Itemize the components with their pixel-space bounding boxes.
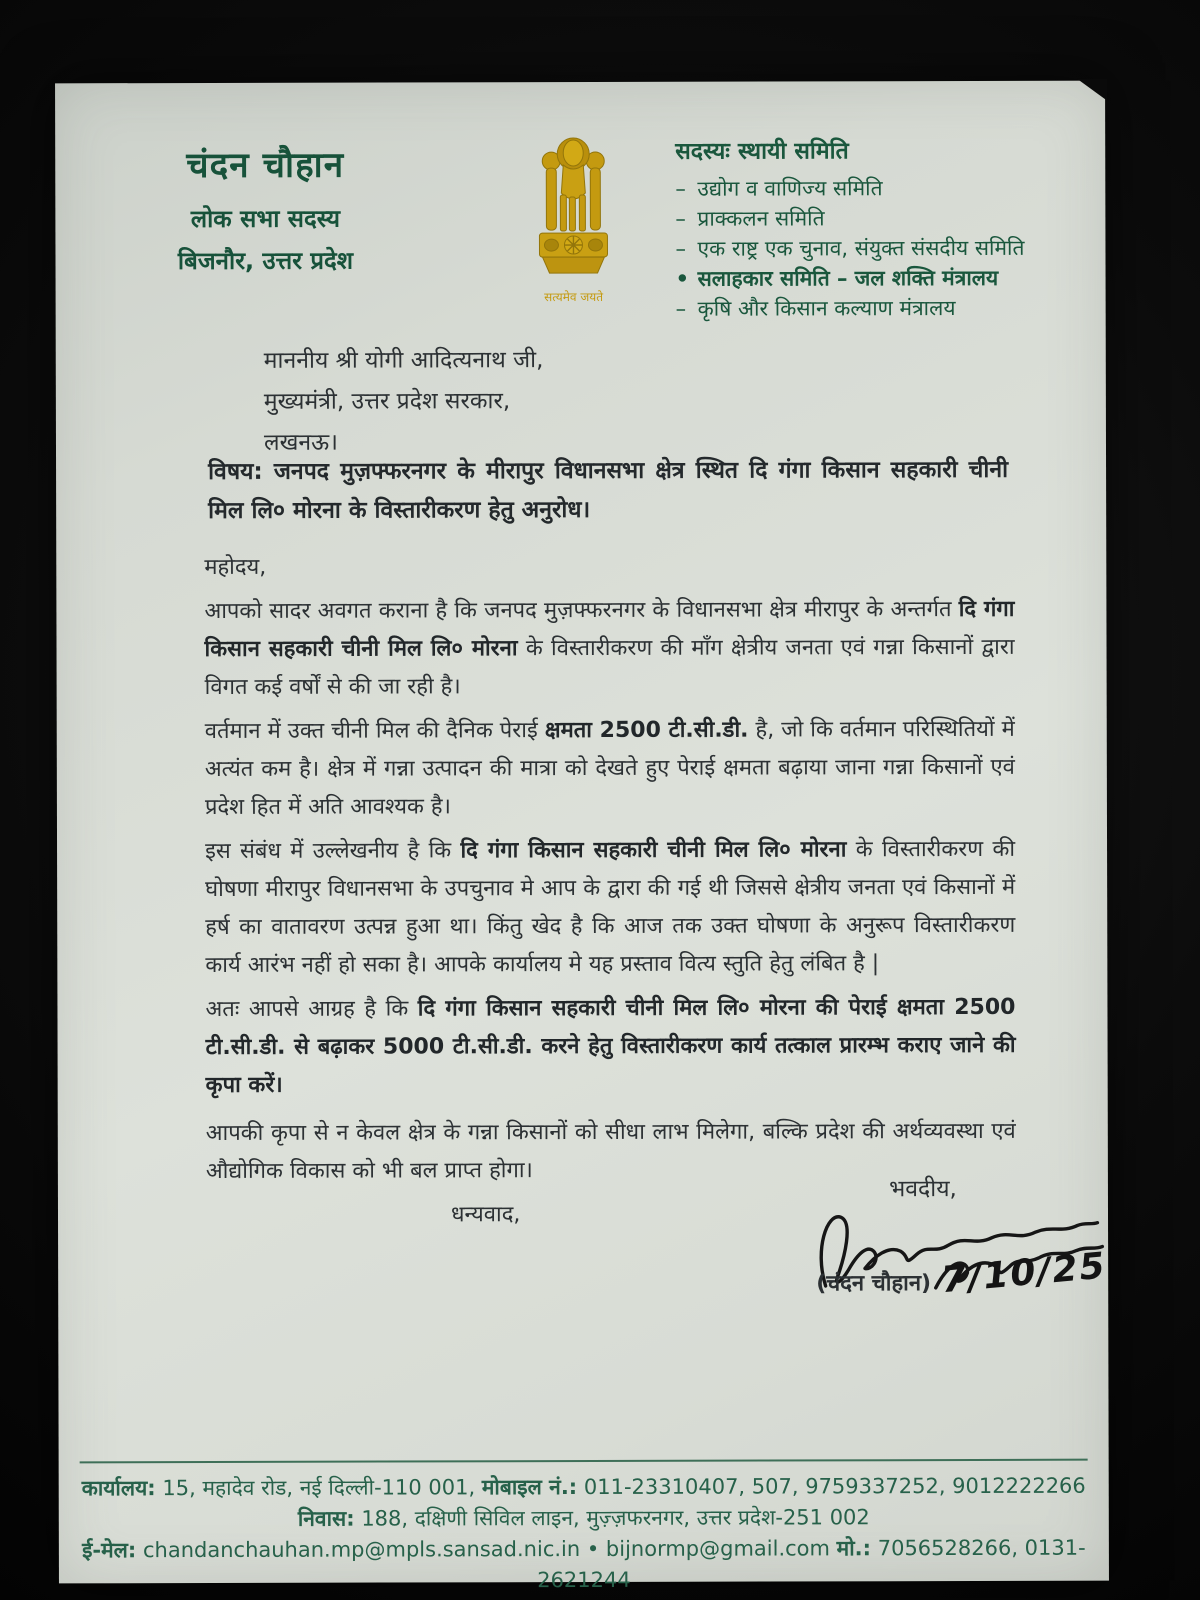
para1-post: के विस्तारीकरण की माँग क्षेत्रीय जनता एवं गन्ना किसानों द्वारा विगत कई वर्षों से की जा रही है। (204, 634, 1015, 700)
dot-separator-icon: • (586, 1536, 600, 1561)
footer-email-line (59, 1533, 1109, 1598)
committee-item (675, 233, 1083, 264)
email-address-2: bijnormp@gmail.com (599, 1536, 837, 1561)
committee-label: एक राष्ट्र एक चुनाव, संयुक्त संसदीय समिति (697, 235, 1025, 261)
committee-label: कृषि और किसान कल्याण मंत्रालय (697, 296, 956, 321)
para2-capacity: क्षमता 2500 टी.सी.डी. (544, 717, 749, 744)
mp-constituency: बिजनौर, उत्तर प्रदेश (177, 246, 354, 276)
subject-text: जनपद मुज़फ्फरनगर के मीरापुर विधानसभा क्षेत्र स्थित दि गंगा किसान सहकारी चीनी मिल लि० मोरना के विस्तारीकरण हेतु अनुरोध। (208, 456, 1009, 524)
residence-label: निवास: (297, 1506, 355, 1531)
committees-list (675, 133, 1083, 324)
signature-date: 7/10/25 (939, 1245, 1109, 1302)
closing-line: भवदीय, (889, 1176, 957, 1203)
mobile-label: मोबाइल नं.: (481, 1475, 578, 1500)
office-address: 15, महादेव रोड, नई दिल्ली-110 001, (155, 1475, 482, 1501)
thanks-line: धन्यवाद, (450, 1202, 521, 1228)
signature-block (748, 1171, 1109, 1302)
para4-pre: अतः आपसे आग्रह है कि (205, 996, 418, 1022)
dash-bullet-icon: – (675, 236, 687, 261)
committee-label: सलाहकार समिति – जल शक्ति मंत्रालय (697, 265, 999, 291)
subject-line (208, 451, 1008, 531)
dash-bullet-icon: – (675, 206, 686, 231)
footer-contact-block (59, 1459, 1109, 1598)
para1-pre: आपको सादर अवगत कराना है कि जनपद मुज़फ्फरनगर के विधानसभा क्षेत्र मीरापुर के अन्तर्गत (204, 597, 959, 624)
committee-item (676, 263, 1084, 294)
recipient-line-2: मुख्यमंत्री, उत्तर प्रदेश सरकार, (263, 388, 511, 415)
footer-divider (80, 1459, 1088, 1464)
recipient-line-1: माननीय श्री योगी आदित्यनाथ जी, (263, 347, 544, 374)
recipient-block (264, 340, 544, 464)
signed-name: (चंदन चौहान) (816, 1271, 932, 1297)
committees-heading: सदस्यः स्थायी समिति (675, 138, 849, 165)
committee-item (676, 293, 1084, 324)
paper-corner-fold (1077, 79, 1107, 101)
office-label: कार्यालय: (81, 1476, 156, 1501)
email-label: ई-मेल: (82, 1538, 137, 1563)
para2-pre: वर्तमान में उक्त चीनी मिल की दैनिक पेराई (204, 718, 545, 744)
committee-label: प्राक्कलन समिति (697, 206, 825, 231)
body-paragraph-4 (205, 989, 1015, 1105)
body-paragraph-1 (204, 591, 1014, 707)
subject-label: विषय: (208, 458, 263, 485)
para3-pre: इस संबंध में उल्लेखनीय है कि (205, 838, 461, 864)
letter-body (204, 547, 1016, 1241)
committee-item (675, 203, 1083, 234)
dash-bullet-icon: – (675, 296, 687, 321)
body-paragraph-3 (205, 831, 1015, 985)
para1-mill-name: दि गंगा किसान सहकारी चीनी मिल लि० मोरना (204, 596, 1015, 662)
dash-bullet-icon: – (675, 176, 686, 201)
recipient-line-3: लखनऊ। (263, 429, 338, 456)
para4-request: दि गंगा किसान सहकारी चीनी मिल लि० मोरना की पेराई क्षमता 2500 टी.सी.डी. से बढ़ाकर 5000 टी.सी.डी. करने हेतु विस्तारीकरण कार्य तत्काल प्रारम्भ कराए जाने की कृपा करें। (205, 994, 1016, 1098)
para3-post: के विस्तारीकरण की घोषणा मीरापुर विधानसभा के उपचुनाव मे आप के द्वारा की गई थी जिससे क्षेत्रीय जनता एवं किसानों में हर्ष का वातावरण उत्पन्न हुआ था। किंतु खेद है कि आज तक उक्त घोषणा के अनुरूप विस्तारीकरण कार्य आरंभ नहीं हो सका है। आपके कार्यालय मे यह प्रस्ताव वित्य स्तुति हेतु लंबित है | (205, 836, 1016, 978)
para2-post: है, जो कि वर्तमान परिस्थितियों में अत्यंत कम है। क्षेत्र में गन्ना उत्पादन की मात्रा को देखते हुए पेराई क्षमता बढ़ाया जाना गन्ना किसानों एवं प्रदेश हित में अति आवश्यक है। (204, 716, 1015, 820)
emblem-motto: सत्यमेव जयते (544, 289, 604, 305)
footer-office-line (59, 1471, 1109, 1505)
mobile-numbers: 011-23310407, 507, 9759337252, 9012222266 (577, 1473, 1086, 1500)
dot-bullet-icon: • (675, 266, 690, 291)
mp-title: लोक सभा सदस्य (190, 204, 341, 234)
body-paragraph-5: आपकी कृपा से न केवल क्षेत्र के गन्ना किसानों को सीधा लाभ मिलेगा, बल्कि प्रदेश की अर्थव्यवस्था एवं औद्योगिक विकास को भी बल प्राप्त होगा। (205, 1118, 1016, 1184)
committee-label: उद्योग व वाणिज्य समिति (697, 176, 883, 201)
body-paragraph-2 (205, 711, 1015, 827)
committee-item (675, 173, 1083, 204)
residence-address: 188, दक्षिणी सिविल लाइन, मुज़्ज़फरनगर, उत्तर प्रदेश-251 002 (354, 1505, 870, 1531)
salutation: महोदय, (204, 554, 267, 580)
phone-numbers: 7056528266, 0131-2621244 (537, 1535, 1086, 1593)
para3-mill-name: दि गंगा किसान सहकारी चीनी मिल लि० मोरना (460, 837, 847, 864)
letter-paper (55, 81, 1109, 1593)
mp-name: चंदन चौहान (186, 145, 345, 187)
email-address-1: chandanchauhan.mp@mpls.sansad.nic.in (136, 1536, 587, 1563)
footer-residence-line (59, 1502, 1109, 1536)
letterhead (110, 140, 420, 277)
national-emblem-icon (523, 118, 624, 318)
phone-label: मो.: (836, 1536, 872, 1561)
